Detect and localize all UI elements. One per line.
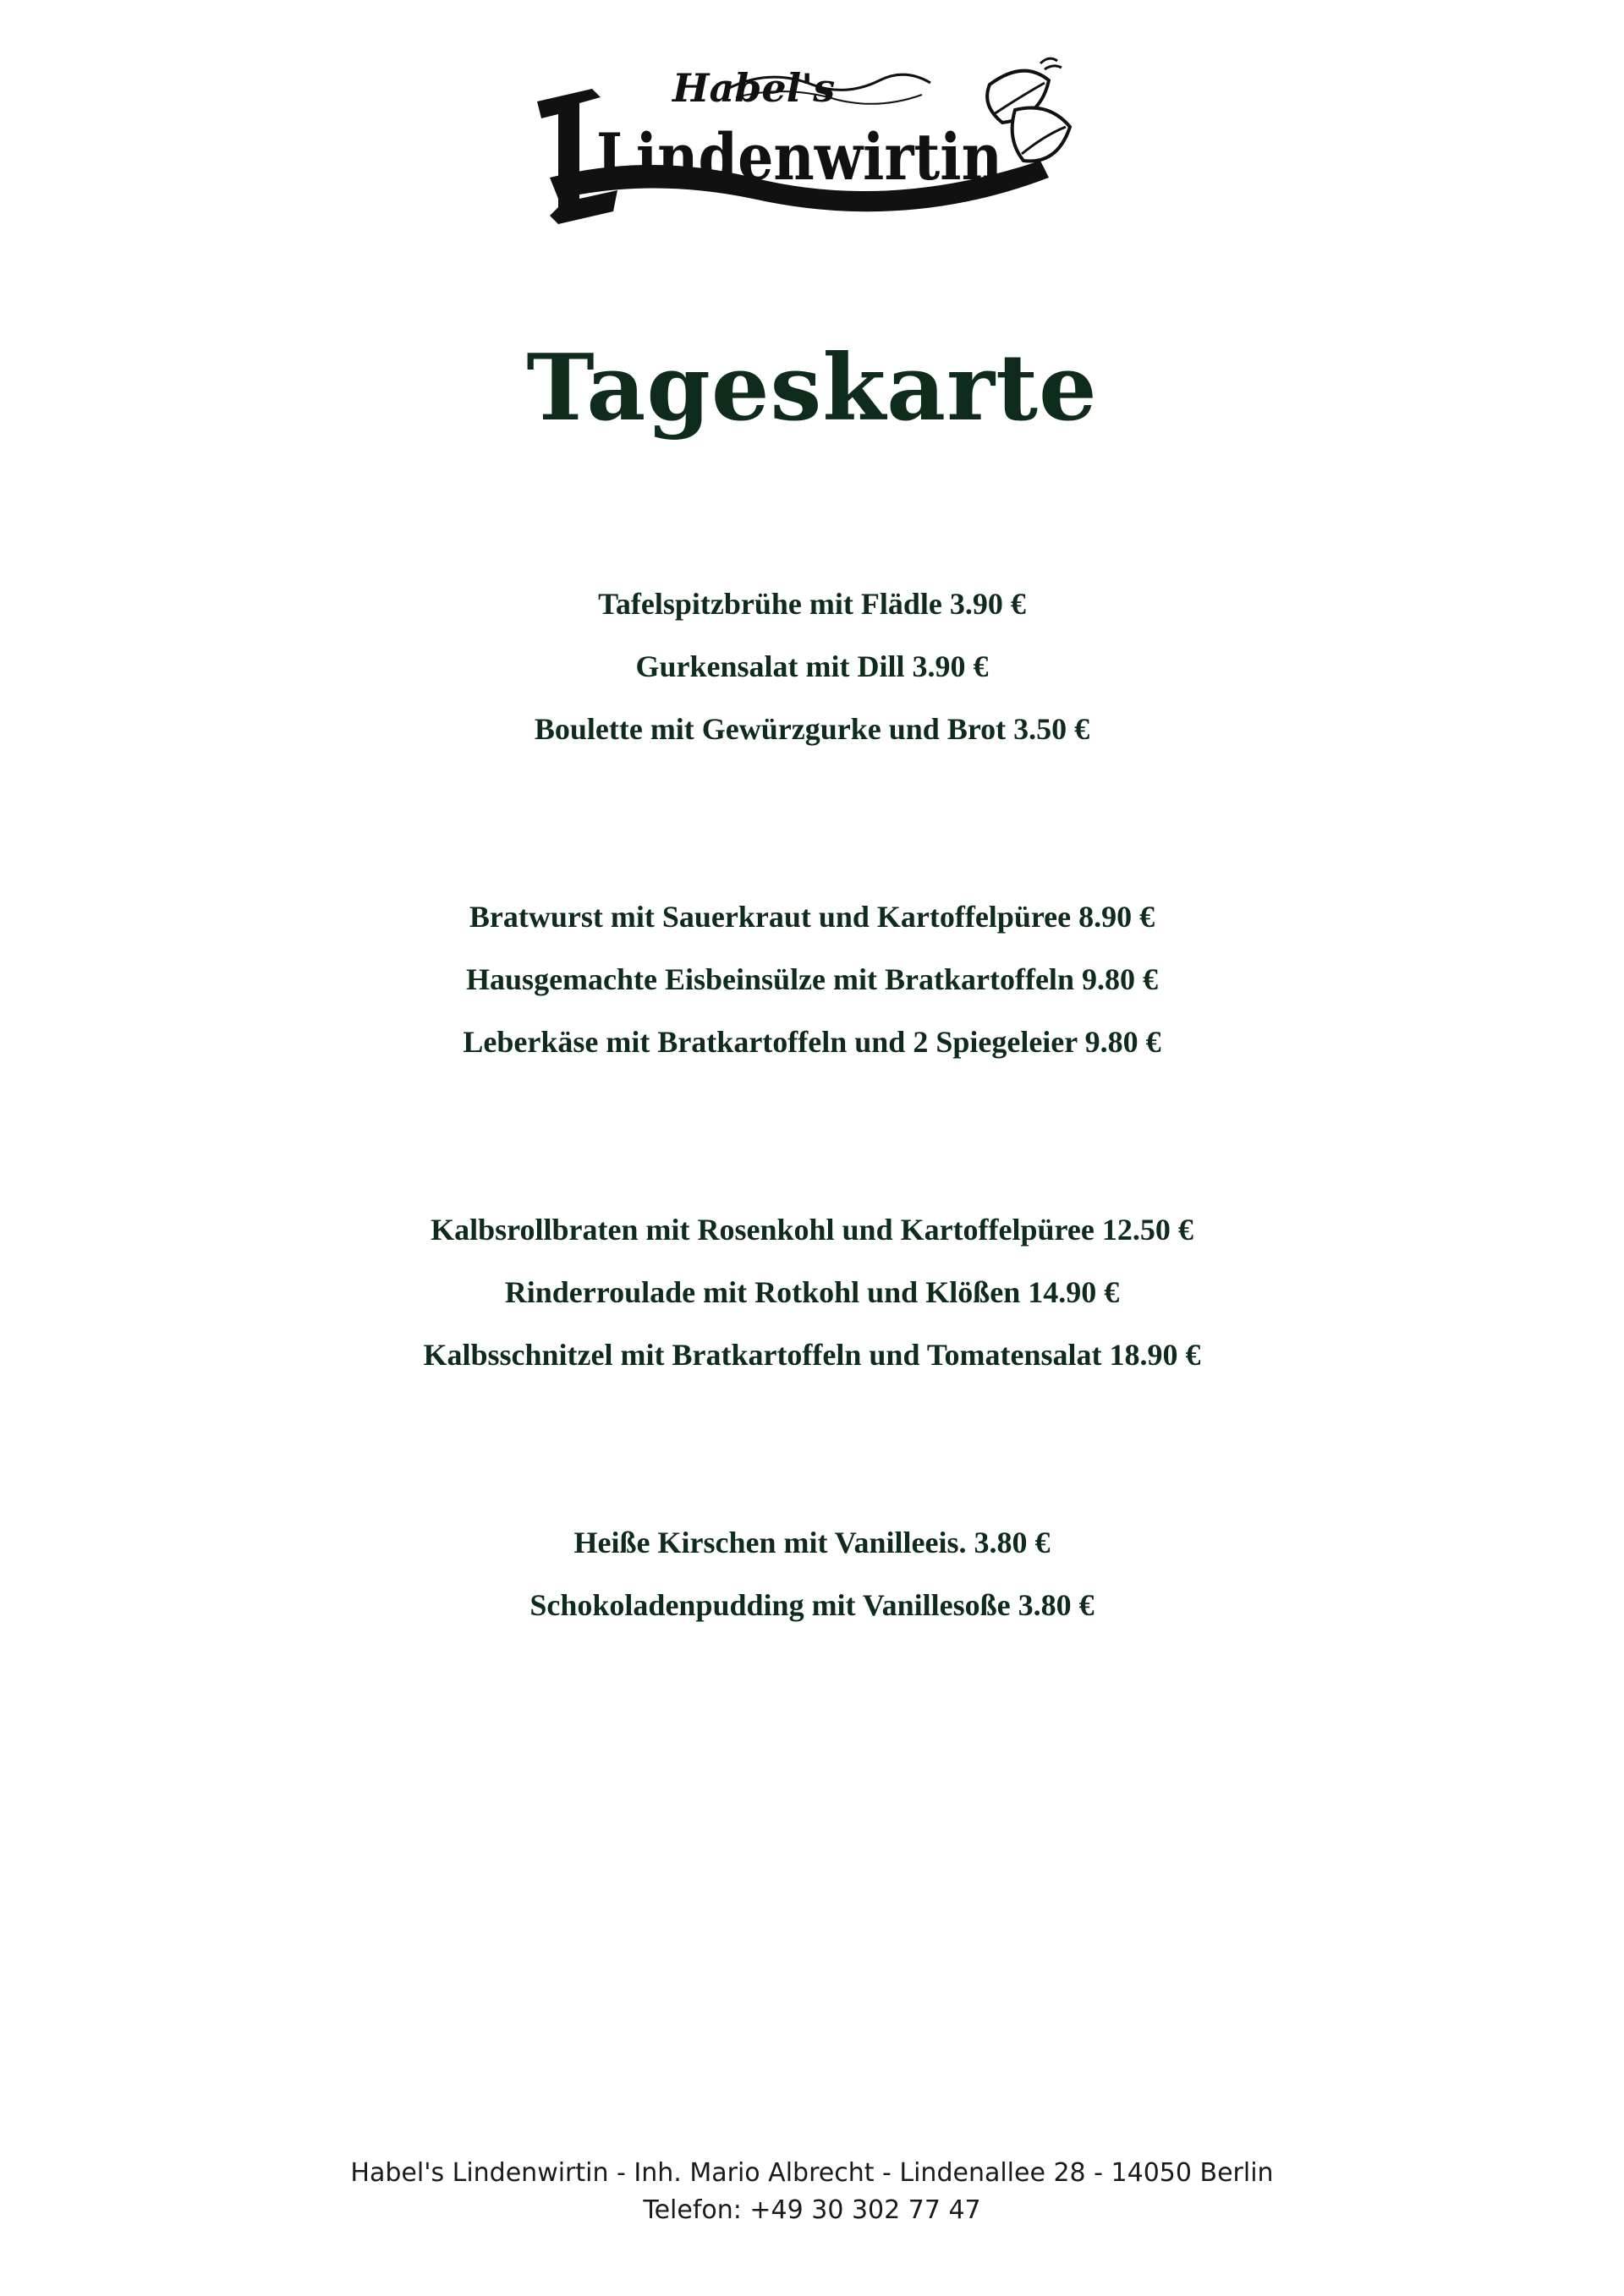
menu-item: Bratwurst mit Sauerkraut und Kartoffelpüree 8.90 € [469, 900, 1155, 934]
logo-line2: Lindenwirtin [596, 119, 1002, 195]
menu-section-mains-1 [0, 885, 1624, 1073]
page-title: Tageskarte [526, 335, 1098, 441]
menu-item: Boulette mit Gewürzgurke und Brot 3.50 € [534, 712, 1090, 746]
menu-item: Gurkensalat mit Dill 3.90 € [635, 649, 989, 683]
menu-section-mains-2 [0, 1198, 1624, 1386]
restaurant-logo [533, 51, 1083, 237]
menu-item: Hausgemachte Eisbeinsülze mit Bratkartoffeln 9.80 € [466, 962, 1158, 996]
menu-item: Kalbsschnitzel mit Bratkartoffeln und Tomatensalat 18.90 € [423, 1338, 1201, 1372]
menu-item: Heiße Kirschen mit Vanilleeis. 3.80 € [573, 1526, 1051, 1559]
footer-phone: Telefon: +49 30 302 77 47 [643, 2195, 981, 2225]
footer [0, 2155, 1624, 2229]
menu-section-starters [0, 573, 1624, 760]
logo-line1: Habel's [672, 65, 836, 111]
menu-item: Tafelspitzbrühe mit Flädle 3.90 € [598, 587, 1026, 621]
menu-section-desserts [0, 1511, 1624, 1636]
menu-item: Kalbsrollbraten mit Rosenkohl und Kartoffelpüree 12.50 € [431, 1213, 1193, 1247]
footer-address: Habel's Lindenwirtin - Inh. Mario Albrecht - Lindenallee 28 - 14050 Berlin [350, 2158, 1274, 2188]
menu-item: Leberkäse mit Bratkartoffeln und 2 Spiegeleier 9.80 € [463, 1025, 1161, 1059]
menu-item: Schokoladenpudding mit Vanillesoße 3.80 € [529, 1588, 1095, 1622]
menu-item: Rinderroulade mit Rotkohl und Klößen 14.90 € [504, 1275, 1120, 1309]
